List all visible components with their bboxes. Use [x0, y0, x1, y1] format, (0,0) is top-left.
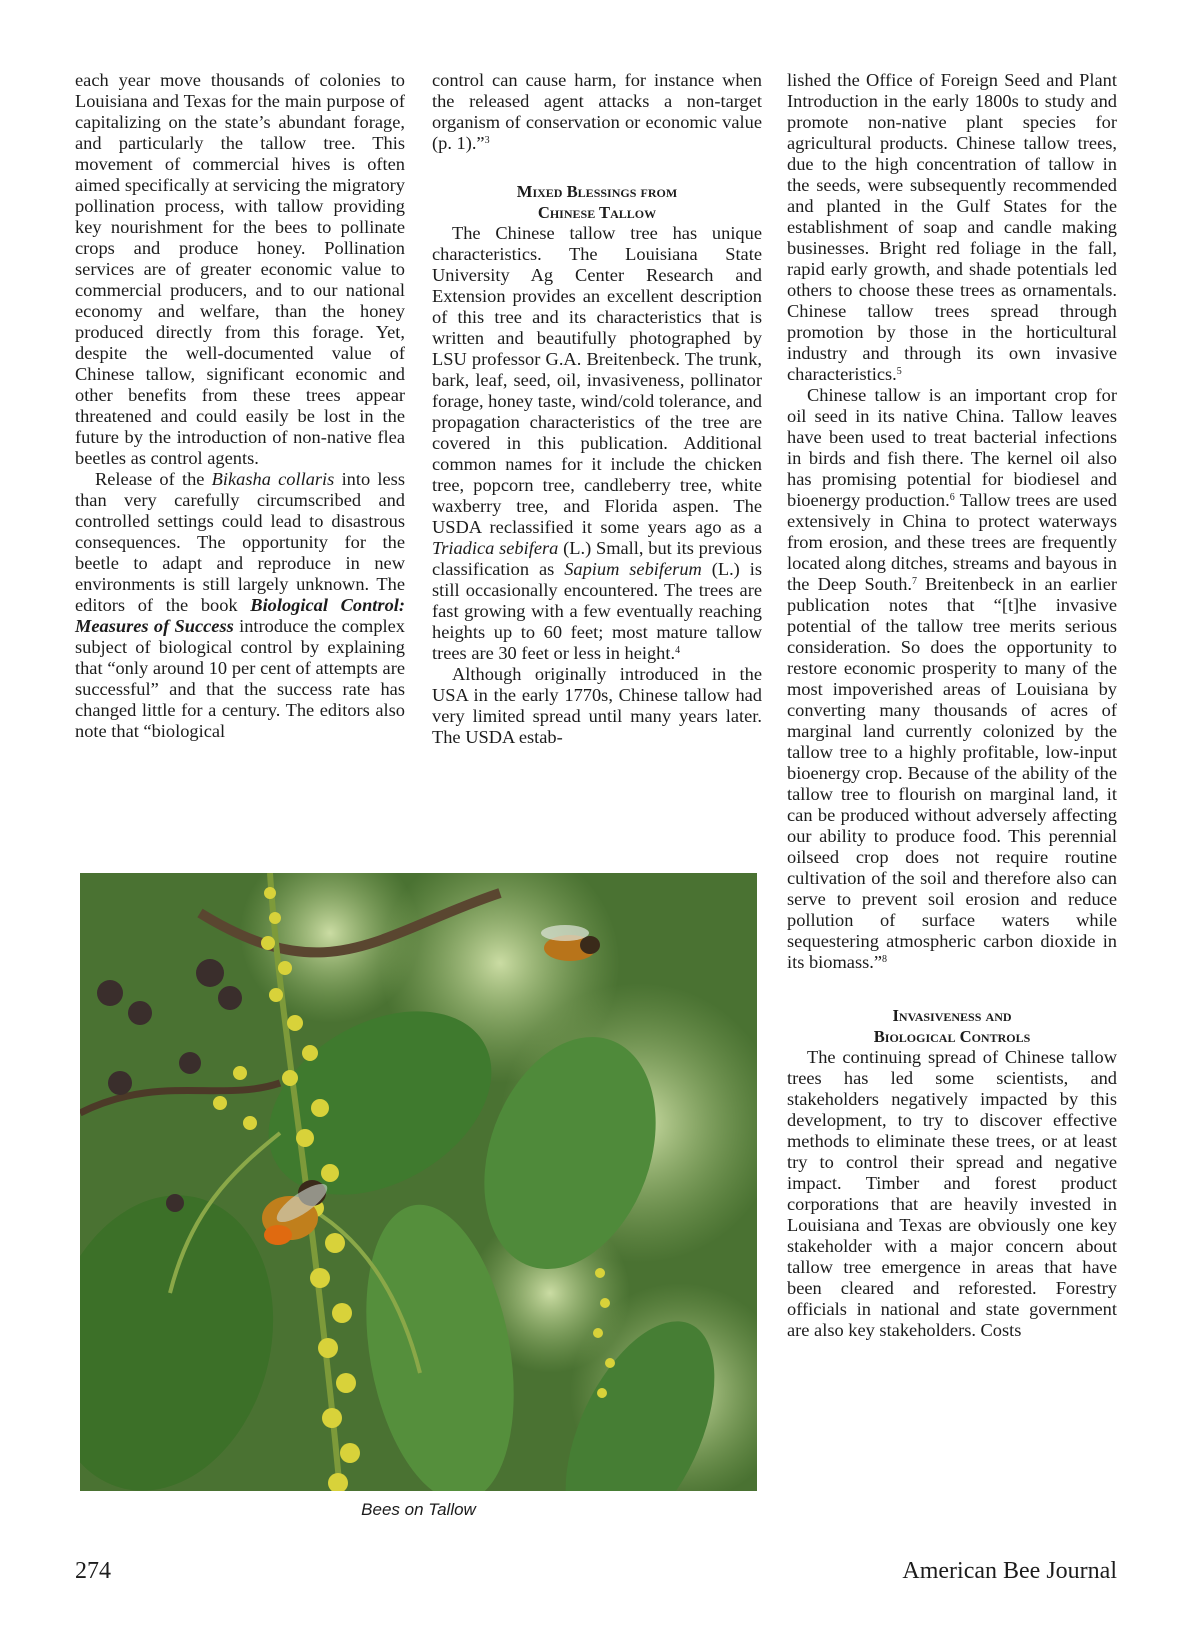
section-heading-line: Invasiveness and	[892, 1006, 1012, 1025]
paragraph	[432, 223, 762, 664]
species-name: Triadica sebifera	[432, 538, 559, 558]
species-name: Sapium sebiferum	[564, 559, 702, 579]
section-heading-line: Biological Controls	[873, 1027, 1031, 1046]
bees-on-tallow-photo	[80, 873, 757, 1491]
text-column-3	[787, 70, 1117, 1341]
text-run: control can cause harm, for instance when the released agent attacks a non-target organism of conservation or economic value (p. 1).”	[432, 70, 762, 153]
journal-name: American Bee Journal	[902, 1558, 1117, 1584]
footnote-ref: 5	[896, 366, 902, 377]
book-title: Biological Control: Measures of Success	[75, 595, 405, 636]
photo-caption: Bees on Tallow	[361, 1500, 476, 1519]
paragraph: Although originally introduced in the USA in the early 1770s, Chinese tallow had very limited spread until many years later. The USDA estab-	[432, 664, 762, 747]
footnote-ref: 6	[949, 492, 955, 503]
section-heading-line: Mixed Blessings from	[516, 182, 678, 201]
section-heading	[432, 181, 762, 223]
text-run: (L.) is still occasionally encountered. The trees are fast growing with a few eventually reaching heights up to 60 feet; most mature tallow trees are 30 feet or less in height.	[432, 559, 762, 663]
text-run: Breitenbeck in an earlier publication notes that “[t]he invasive potential of the tallow tree merits serious consideration. So does the opportunity to restore economic prosperity to many of the most impoverished areas of Louisiana by converting many thousands of acres of marginal land currently colonized by the tallow tree to a highly profitable, low-input bioenergy crop. Because of the ability of the tallow tree to flourish on marginal land, it can be produced without adversely affecting our ability to produce food. This perennial oilseed crop does not require routine cultivation of the soil and therefore also can serve to prevent soil erosion and reduce pollution of surface waters while sequestering atmospheric carbon dioxide in its biomass.”	[787, 574, 1117, 972]
paragraph	[787, 70, 1117, 385]
paragraph	[432, 70, 762, 154]
text-run: The Chinese tallow tree has unique characteristics. The Louisiana State University Ag Center Research and Extension provides an excellent description of this tree and its characteristics that is written and beautifully photographed by LSU professor G.A. Breitenbeck. The trunk, bark, leaf, seed, oil, invasiveness, pollinator forage, honey taste, wind/cold tolerance, and propagation characteristics of the tree are covered in this publication. Additional common names for it include the chicken tree, popcorn tree, candleberry tree, white waxberry tree, and Florida aspen. The USDA reclassified it some years ago as a	[432, 223, 762, 537]
paragraph: each year move thousands of colonies to Louisiana and Texas for the main purpose of capitalizing on the state’s abundant forage, and particularly the tallow tree. This movement of commercial hives is often aimed specifically at servicing the migratory pollination process, with tallow providing key nourishment for the bees to pollinate crops and produce honey. Pollination services are of greater economic value to commercial producers, and to our national economy and welfare, than the honey produced directly from this forage. Yet, despite the well-documented value of Chinese tallow, significant economic and other benefits from these trees appear threatened and could easily be lost in the future by the introduction of non-native flea beetles as control agents.	[75, 70, 405, 468]
page-number: 274	[75, 1558, 111, 1584]
footnote-ref: 8	[882, 954, 888, 965]
species-name: Bikasha collaris	[211, 469, 335, 489]
text-run: Release of the	[95, 469, 212, 489]
photo-illustration	[80, 873, 757, 1491]
footnote-ref: 3	[484, 135, 490, 146]
footnote-ref: 4	[675, 645, 681, 656]
section-heading-line: Chinese Tallow	[537, 203, 657, 222]
text-run: lished the Office of Foreign Seed and Plant Introduction in the early 1800s to study and promote non-native plant species for agricultural products. Chinese tallow trees, due to the high concentration of tallow in the seeds, were subsequently recommended and planted in the Gulf States for the establishment of soap and candle making businesses. Bright red foliage in the fall, rapid early growth, and shade potentials led others to choose these trees as ornamentals. Chinese tallow trees spread through promotion by those in the horticultural industry and through its own invasive characteristics.	[787, 70, 1117, 384]
text-run: Chinese tallow is an important crop for oil seed in its native China. Tallow leaves have been used to treat bacterial infections in birds and fish there. The kernel oil also has promising potential for biodiesel and bioenergy production.	[787, 385, 1117, 510]
footnote-ref: 7	[912, 576, 918, 587]
paragraph: The continuing spread of Chinese tallow trees has led some scientists, and stakeholders negatively impacted by this development, to try to discover effective methods to eliminate these trees, or at least try to control their spread and negative impact. Timber and forest product corporations that are heavily invested in Louisiana and Texas are obviously one key stakeholder with a major concern about tallow tree emergence in areas that have been cleared and reforested. Forestry officials in national and state government are also key stakeholders. Costs	[787, 1047, 1117, 1340]
text-column-2	[432, 70, 762, 748]
text-run: Tallow trees are used extensively in China to protect waterways from erosion, and these trees are frequently located along ditches, streams and bayous in the Deep South.	[787, 490, 1117, 594]
section-heading	[787, 1005, 1117, 1047]
text-run: introduce the complex subject of biological control by explaining that “only around 10 per cent of attempts are successful” and that the success rate has changed little for a century. The editors also note that “biological	[75, 616, 405, 741]
text-column-1	[75, 70, 405, 742]
paragraph	[75, 469, 405, 742]
text-run: into less than very carefully circumscribed and controlled settings could lead to disastrous consequences. The opportunity for the beetle to adapt and reproduce in new environments is still largely unknown. The editors of the book	[75, 469, 405, 615]
paragraph	[787, 385, 1117, 973]
text-run: (L.) Small, but its previous classification as	[432, 538, 762, 579]
